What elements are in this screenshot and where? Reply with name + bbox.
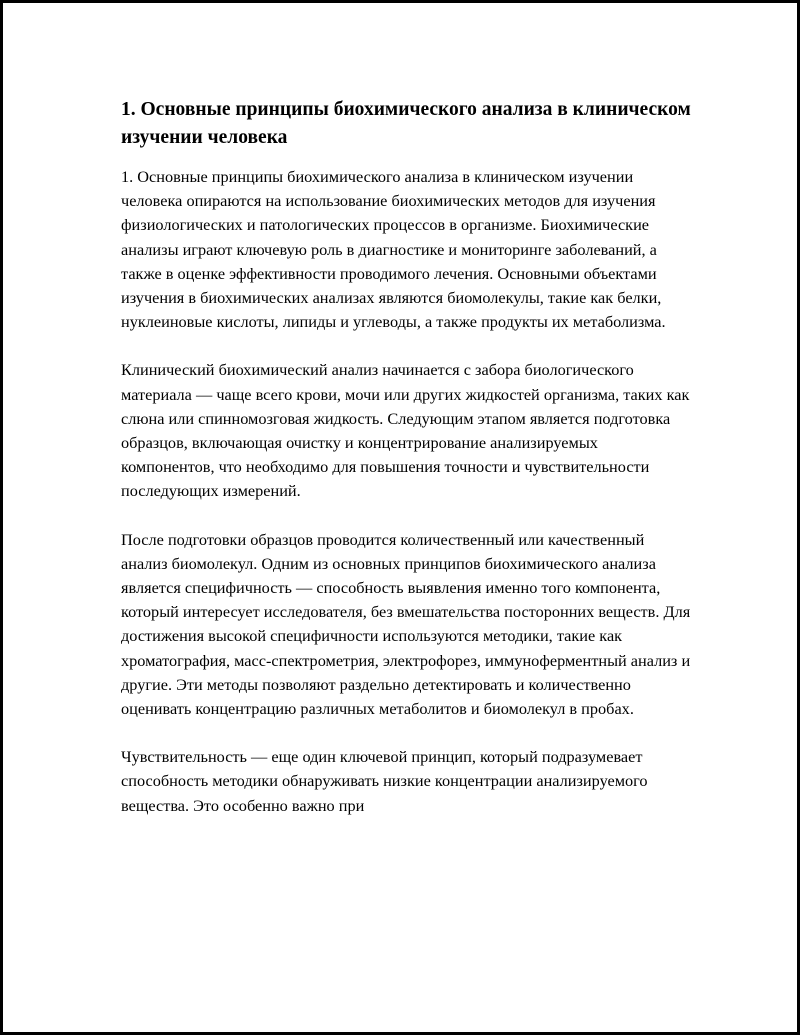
section-heading: 1. Основные принципы биохимического анализа в клиническом изучении человека [121, 99, 691, 148]
paragraph-sampling: Клинический биохимический анализ начинается с забора биологического материала — чаще всего крови, мочи или других жидкостей организма, таких как слюна или спинномозговая жидкость. Следующим этапом является подготовка образцов, включающая очистку и концентрирование анализируемых компонентов, что необходимо для повышения точности и чувствительности последующих измерений. [121, 360, 690, 501]
paragraph-intro: 1. Основные принципы биохимического анализа в клиническом изучении человека опираются на использование биохимических методов для изучения физиологических и патологических процессов в организме. Биохимические анализы играют ключевую роль в диагностике и мониторинге заболеваний, а также в оценке эффективности проводимого лечения. Основными объектами изучения в биохимических анализах являются биомолекулы, такие как белки, нуклеиновые кислоты, липиды и углеводы, а также продукты их метаболизма. [121, 167, 666, 332]
paragraph-specificity: После подготовки образцов проводится количественный или качественный анализ биомолекул. Одним из основных принципов биохимического анализа является специфичность — способность выявления именно того компонента, который интересует исследователя, без вмешательства посторонних веществ. Для достижения высокой специфичности используются методики, такие как хроматография, масс-спектрометрия, электрофорез, иммуноферментный анализ и другие. Эти методы позволяют раздельно детектировать и количественно оценивать концентрацию различных метаболитов и биомолекул в пробах. [121, 529, 691, 719]
document-body [121, 96, 691, 842]
paragraph-sensitivity: Чувствительность — еще один ключевой принцип, который подразумевает способность методики обнаруживать низкие концентрации анализируемого вещества. Это особенно важно при [121, 747, 648, 815]
